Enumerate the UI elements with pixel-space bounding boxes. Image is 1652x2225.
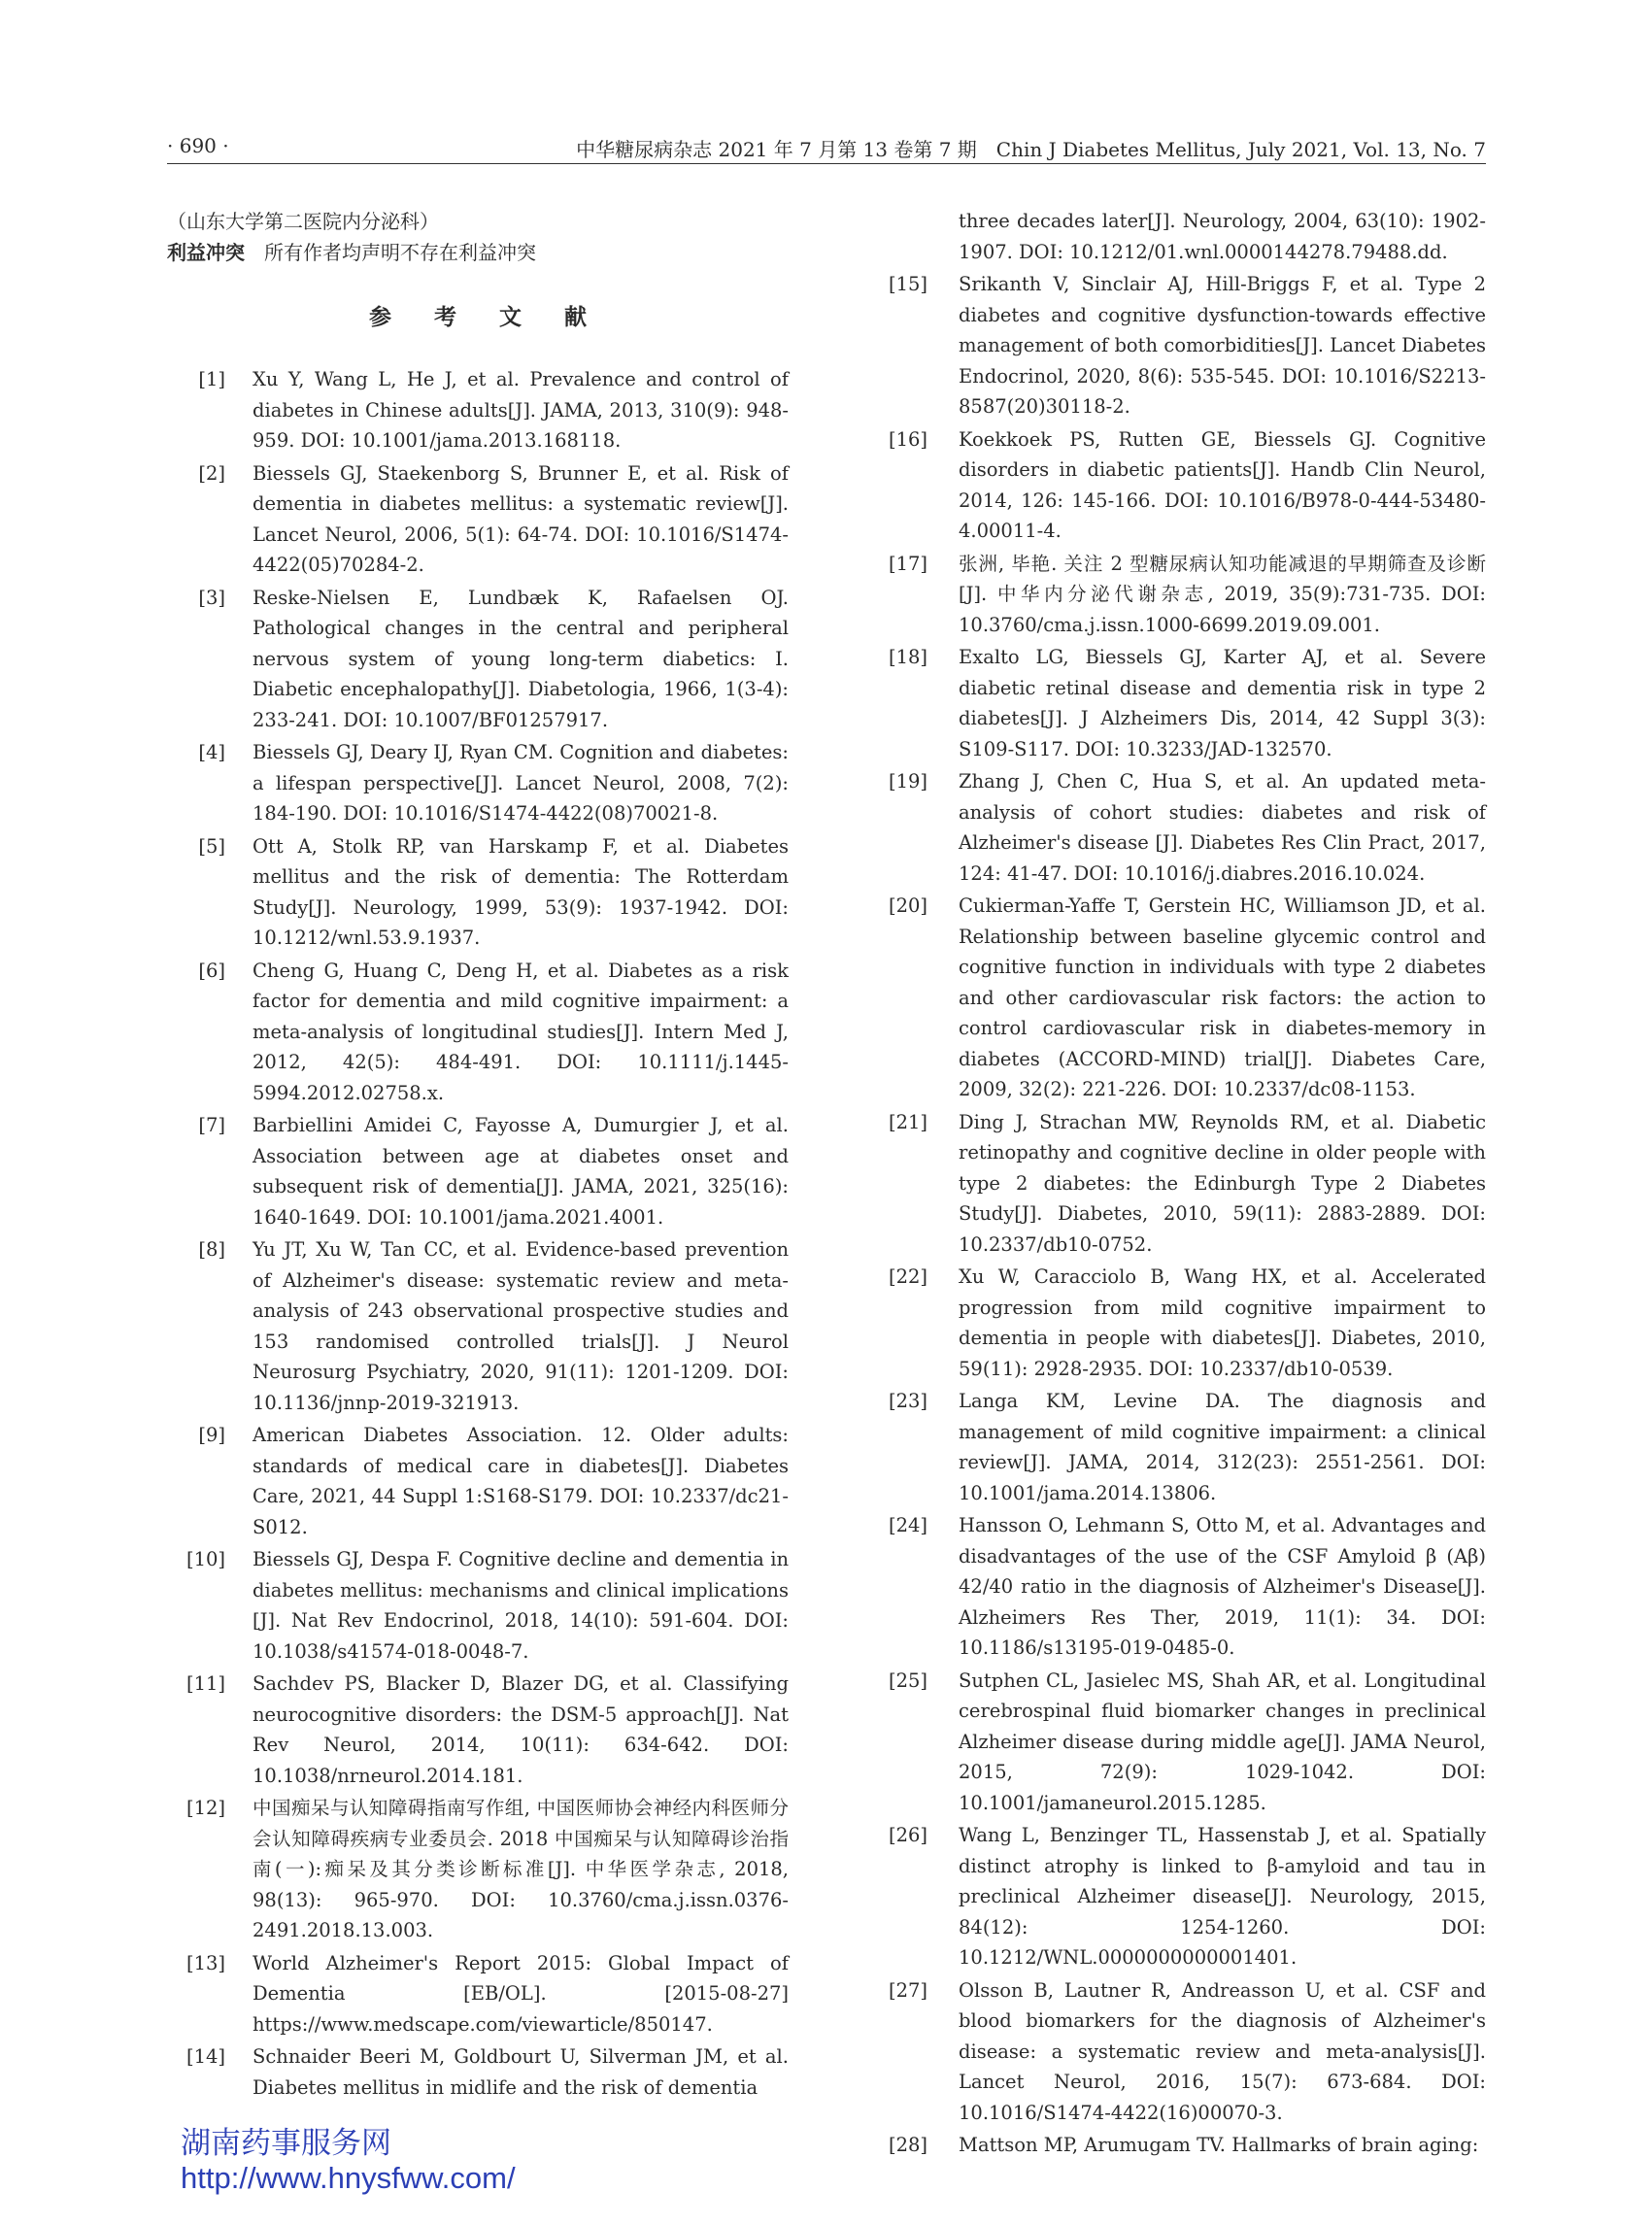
reference-text: Biessels GJ, Despa F. Cognitive decline and dementia in diabetes mellitus: mechanisms and clinical implications [J]. Nat Rev Endocrinol, 2018, 14(10): 591-604. DOI: 10.1038/s41574-018-0048-7. xyxy=(253,1548,789,1663)
conflict-of-interest xyxy=(167,237,789,268)
reference-number: [3] xyxy=(198,586,225,609)
reference-item xyxy=(871,642,1486,764)
reference-number: [12] xyxy=(185,1797,225,1819)
reference-item xyxy=(871,766,1486,889)
reference-text: Biessels GJ, Deary IJ, Ryan CM. Cognition and diabetes: a lifespan perspective[J]. Lancet Neurol, 2008, 7(2): 184-190. DOI: 10.1016/S1474-4422(08)70021-8. xyxy=(253,741,789,825)
reference-number: [27] xyxy=(888,1978,927,2002)
reference-text: Sutphen CL, Jasielec MS, Shah AR, et al. Longitudinal cerebrospinal fluid biomarker changes in preclinical Alzheimer disease during middle age[J]. JAMA Neurol, 2015, 72(9): 1029-1042. DOI: 10.1001/jamaneurol.2015.1285. xyxy=(959,1669,1486,1814)
reference-item xyxy=(871,1386,1486,1508)
reference-text: 中国痴呆与认知障碍指南写作组, 中国医师协会神经内科医师分会认知障碍疾病专业委员会. 2018 中国痴呆与认知障碍诊治指南(一):痴呆及其分类诊断标准[J]. 中华医学杂志, 2018, 98(13): 965-970. DOI: 10.3760/cma.j.issn.0376-2491.2018.13.003. xyxy=(253,1797,789,1941)
reference-text: Mattson MP, Arumugam TV. Hallmarks of brain aging: xyxy=(959,2134,1479,2156)
reference-item xyxy=(167,1793,789,1946)
reference-number: [1] xyxy=(198,368,225,390)
reference-list-right xyxy=(871,206,1486,2161)
reference-item xyxy=(167,364,789,456)
reference-text: Srikanth V, Sinclair AJ, Hill-Briggs F, et al. Type 2 diabetes and cognitive dysfunction-towards effective management of both comorbidities[J]. Lancet Diabetes Endocrinol, 2020, 8(6): 535-545. DOI: 10.1016/S2213-8587(20)30118-2. xyxy=(959,273,1486,418)
conflict-label: 利益冲突 xyxy=(167,241,245,264)
reference-text: Xu Y, Wang L, He J, et al. Prevalence and control of diabetes in Chinese adults[J]. JAMA, 2013, 310(9): 948-959. DOI: 10.1001/jama.2013.168118. xyxy=(253,368,789,452)
reference-item xyxy=(871,549,1486,641)
watermark-url[interactable]: http://www.hnysfww.com/ xyxy=(181,2161,516,2195)
reference-text: Exalto LG, Biessels GJ, Karter AJ, et al. Severe diabetic retinal disease and dementia risk in type 2 diabetes[J]. J Alzheimers Dis, 2014, 42 Suppl 3(3): S109-S117. DOI: 10.3233/JAD-132570. xyxy=(959,646,1486,760)
running-header xyxy=(167,132,1486,165)
reference-text: Ott A, Stolk RP, van Harskamp F, et al. Diabetes mellitus and the risk of dementia: The Rotterdam Study[J]. Neurology, 1999, 53(9): 1937-1942. DOI: 10.1212/wnl.53.9.1937. xyxy=(253,834,789,949)
reference-text: Sachdev PS, Blacker D, Blazer DG, et al. Classifying neurocognitive disorders: the DSM-5 approach[J]. Nat Rev Neurol, 2014, 10(11): 634-642. DOI: 10.1038/nrneurol.2014.181. xyxy=(253,1672,789,1787)
reference-item xyxy=(871,891,1486,1105)
reference-number: [24] xyxy=(888,1514,927,1536)
reference-item xyxy=(871,1975,1486,2129)
reference-text: Wang L, Benzinger TL, Hassenstab J, et al. Spatially distinct atrophy is linked to β-amyloid and tau in preclinical Alzheimer disease[J]. Neurology, 2015, 84(12): 1254-1260. DOI: 10.1212/WNL.0000000000001401. xyxy=(959,1824,1486,1969)
reference-text: Barbiellini Amidei C, Fayosse A, Dumurgier J, et al. Association between age at diabetes onset and subsequent risk of dementia[J]. JAMA, 2021, 325(16): 1640-1649. DOI: 10.1001/jama.2021.4001. xyxy=(253,1114,789,1229)
reference-item xyxy=(167,583,789,736)
reference-text: Koekkoek PS, Rutten GE, Biessels GJ. Cognitive disorders in diabetic patients[J]. Handb Clin Neurol, 2014, 126: 145-166. DOI: 10.1016/B978-0-444-53480-4.00011-4. xyxy=(959,427,1486,542)
reference-item xyxy=(167,1234,789,1418)
reference-number: [25] xyxy=(888,1669,927,1692)
reference-text: Biessels GJ, Staekenborg S, Brunner E, et al. Risk of dementia in diabetes mellitus: a systematic review[J]. Lancet Neurol, 2006, 5(1): 64-74. DOI: 10.1016/S1474-4422(05)70284-2. xyxy=(253,461,789,576)
reference-text: Yu JT, Xu W, Tan CC, et al. Evidence-based prevention of Alzheimer's disease: systematic review and meta-analysis of 243 observational prospective studies and 153 randomised controlled trials[J]. J Neurol Neurosurg Psychiatry, 2020, 91(11): 1201-1209. DOI: 10.1136/jnnp-2019-321913. xyxy=(253,1238,789,1414)
reference-text: Zhang J, Chen C, Hua S, et al. An updated meta-analysis of cohort studies: diabetes and risk of Alzheimer's disease [J]. Diabetes Res Clin Pract, 2017, 124: 41-47. DOI: 10.1016/j.diabres.2016.10.024. xyxy=(959,770,1486,885)
reference-text: Xu W, Caracciolo B, Wang HX, et al. Accelerated progression from mild cognitive impairment to dementia in people with diabetes[J]. Diabetes, 2010, 59(11): 2928-2935. DOI: 10.2337/db10-0539. xyxy=(959,1265,1486,1380)
reference-number: [16] xyxy=(888,427,927,451)
reference-number: [18] xyxy=(888,646,927,668)
reference-item xyxy=(871,1666,1486,1819)
reference-text: Hansson O, Lehmann S, Otto M, et al. Advantages and disadvantages of the use of the CSF Amyloid β (Aβ) 42/40 ratio in the diagnosis of Alzheimer's Disease[J]. Alzheimers Res Ther, 2019, 11(1): 34. DOI: 10.1186/s13195-019-0485-0. xyxy=(959,1514,1486,1659)
reference-item xyxy=(167,1420,789,1542)
reference-item xyxy=(871,424,1486,547)
reference-number: [10] xyxy=(185,1548,225,1570)
reference-text: 张洲, 毕艳. 关注 2 型糖尿病认知功能减退的早期筛查及诊断[J]. 中华内分泌代谢杂志, 2019, 35(9):731-735. DOI: 10.3760/cma.j.issn.1000-6699.2019.09.001. xyxy=(959,552,1486,636)
reference-number: [22] xyxy=(888,1265,927,1288)
affiliation: （山东大学第二医院内分泌科） xyxy=(167,210,439,233)
reference-number: [14] xyxy=(185,2045,225,2068)
reference-item xyxy=(167,956,789,1109)
reference-item xyxy=(167,2041,789,2103)
references-heading: 参 考 文 献 xyxy=(368,304,605,330)
reference-item xyxy=(167,831,789,954)
reference-item xyxy=(167,737,789,829)
reference-item xyxy=(871,1262,1486,1384)
reference-number: [23] xyxy=(888,1390,927,1412)
reference-number: [6] xyxy=(198,959,225,982)
reference-item xyxy=(871,1107,1486,1261)
reference-number: [11] xyxy=(185,1672,225,1695)
reference-item xyxy=(167,1110,789,1232)
reference-number: [26] xyxy=(888,1824,927,1846)
reference-number: [28] xyxy=(888,2134,927,2156)
header-rule xyxy=(167,163,1486,164)
right-column xyxy=(871,206,1486,2163)
reference-number: [9] xyxy=(198,1424,225,1446)
reference-number: [7] xyxy=(198,1114,225,1136)
reference-text: World Alzheimer's Report 2015: Global Impact of Dementia [EB/OL]. [2015-08-27] https://www.medscape.com/viewarticle/850147. xyxy=(253,1951,789,2036)
watermark-site-name: 湖南药事服务网 xyxy=(181,2126,391,2161)
left-column xyxy=(167,206,789,2105)
reference-number: [5] xyxy=(198,834,225,858)
reference-text: Schnaider Beeri M, Goldbourt U, Silverman JM, et al. Diabetes mellitus in midlife and the risk of dementia xyxy=(253,2045,789,2099)
reference-number: [15] xyxy=(888,273,927,295)
reference-text: American Diabetes Association. 12. Older adults: standards of medical care in diabetes[J]. Diabetes Care, 2021, 44 Suppl 1:S168-S179. DOI: 10.2337/dc21-S012. xyxy=(253,1424,789,1538)
reference-number: [20] xyxy=(888,894,927,917)
journal-citation: 中华糖尿病杂志 2021 年 7 月第 13 卷第 7 期 Chin J Diabetes Mellitus, July 2021, Vol. 13, No. 7 xyxy=(576,138,1486,161)
reference-number: [13] xyxy=(185,1951,225,1974)
reference-item xyxy=(871,2130,1486,2161)
reference-text: Cukierman-Yaffe T, Gerstein HC, Williamson JD, et al. Relationship between baseline glycemic control and cognitive function in individuals with type 2 diabetes and other cardiovascular risk factors: the action to control cardiovascular risk in diabetes-memory in diabetes (ACCORD-MIND) trial[J]. Diabetes Care, 2009, 32(2): 221-226. DOI: 10.2337/dc08-1153. xyxy=(959,894,1486,1100)
reference-number: [8] xyxy=(198,1238,225,1261)
reference-number: [17] xyxy=(888,552,927,575)
reference-text: Ding J, Strachan MW, Reynolds RM, et al. Diabetic retinopathy and cognitive decline in older people with type 2 diabetes: the Edinburgh Type 2 Diabetes Study[J]. Diabetes, 2010, 59(11): 2883-2889. DOI: 10.2337/db10-0752. xyxy=(959,1110,1486,1256)
conflict-text: 所有作者均声明不存在利益冲突 xyxy=(264,241,536,264)
reference-text: Olsson B, Lautner R, Andreasson U, et al. CSF and blood biomarkers for the diagnosis of Alzheimer's disease: a systematic review and meta-analysis[J]. Lancet Neurol, 2016, 15(7): 673-684. DOI: 10.1016/S1474-4422(16)00070-3. xyxy=(959,1978,1486,2124)
reference-item xyxy=(167,1669,789,1791)
reference-number: [21] xyxy=(888,1110,927,1133)
reference-item xyxy=(167,1948,789,2040)
reference-text: Reske-Nielsen E, Lundbæk K, Rafaelsen OJ. Pathological changes in the central and peripheral nervous system of young long-term diabetics: I. Diabetic encephalopathy[J]. Diabetologia, 1966, 1(3-4): 233-241. DOI: 10.1007/BF01257917. xyxy=(253,586,789,731)
reference-item xyxy=(871,206,1486,267)
page-number: · 690 · xyxy=(167,134,229,157)
reference-item xyxy=(871,1510,1486,1664)
reference-number: [2] xyxy=(198,461,225,485)
reference-text: Langa KM, Levine DA. The diagnosis and management of mild cognitive impairment: a clinical review[J]. JAMA, 2014, 312(23): 2551-2561. DOI: 10.1001/jama.2014.13806. xyxy=(959,1390,1486,1504)
reference-number: [19] xyxy=(888,770,927,792)
reference-item xyxy=(871,1820,1486,1973)
reference-text: three decades later[J]. Neurology, 2004, 63(10): 1902-1907. DOI: 10.1212/01.wnl.0000144278.79488.dd. xyxy=(959,210,1486,263)
reference-item xyxy=(871,269,1486,422)
reference-number: [4] xyxy=(198,741,225,763)
reference-list-left xyxy=(167,364,789,2103)
reference-item xyxy=(167,1544,789,1667)
reference-item xyxy=(167,458,789,581)
reference-text: Cheng G, Huang C, Deng H, et al. Diabetes as a risk factor for dementia and mild cognitive impairment: a meta-analysis of longitudinal studies[J]. Intern Med J, 2012, 42(5): 484-491. DOI: 10.1111/j.1445-5994.2012.02758.x. xyxy=(253,959,789,1104)
